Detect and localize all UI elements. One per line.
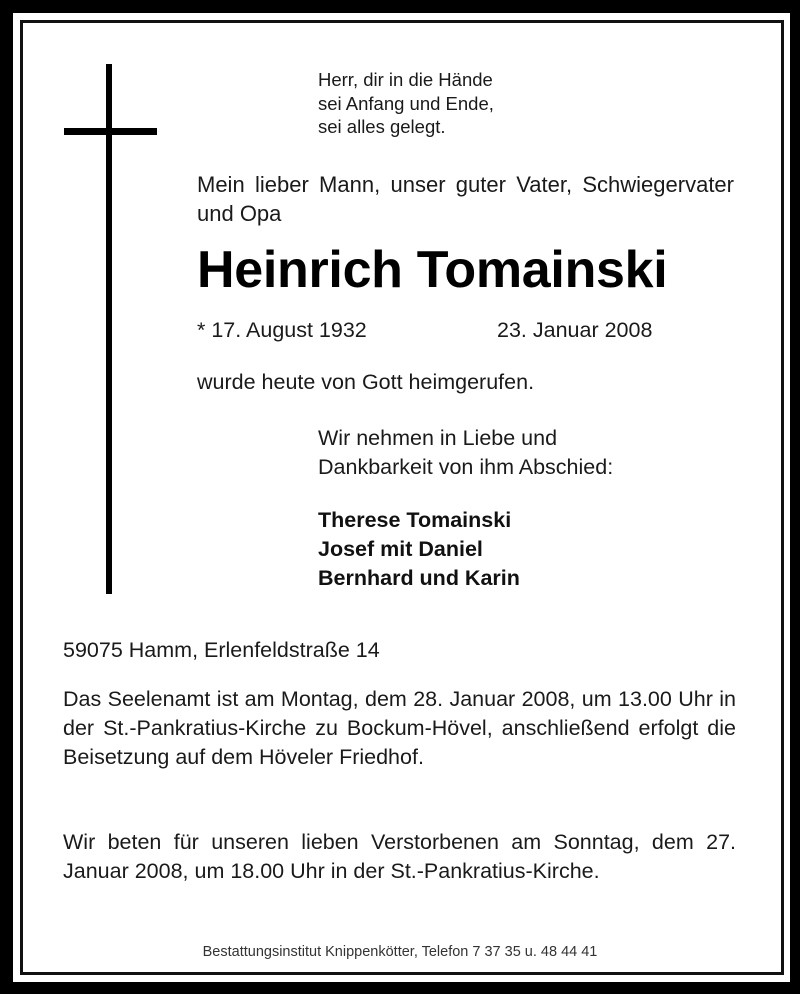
service-paragraph: Das Seelenamt ist am Montag, dem 28. Januar 2008, um 13.00 Uhr in der St.-Pankratius-Kirche zu Bockum-Hövel, anschließend erfolgt die Beisetzung auf dem Höveler Friedhof. — [63, 687, 736, 769]
deceased-name: Heinrich Tomainski — [197, 241, 668, 299]
death-date: 23. Januar 2008 — [497, 318, 653, 342]
psalm-line: sei alles gelegt. — [318, 116, 446, 137]
funeral-home-footer: Bestattungsinstitut Knippenkötter, Telefon 7 37 35 u. 48 44 41 — [202, 944, 598, 960]
mourner: Josef mit Daniel — [318, 537, 483, 561]
cross-icon-bar — [64, 128, 157, 135]
called-home-text: wurde heute von Gott heimgerufen. — [197, 370, 535, 394]
psalm-line: sei Anfang und Ende, — [318, 92, 494, 114]
psalm-line: Herr, dir in die Hände — [318, 69, 493, 90]
farewell-text — [318, 424, 613, 482]
mourner: Therese Tomainski — [318, 508, 512, 532]
prayer-paragraph: Wir beten für unseren lieben Verstorbenen am Sonntag, dem 27. Januar 2008, um 18.00 Uhr in der St.-Pankratius-Kirche. — [63, 830, 736, 883]
birth-date: * 17. August 1932 — [197, 318, 367, 342]
cross-icon — [106, 64, 112, 594]
psalm-verse — [318, 68, 494, 139]
mourners-list — [318, 506, 520, 593]
farewell-line: Wir nehmen in Liebe und — [318, 426, 558, 450]
mourner: Bernhard und Karin — [318, 566, 520, 590]
farewell-line: Dankbarkeit von ihm Abschied: — [318, 455, 614, 479]
family-address: 59075 Hamm, Erlenfeldstraße 14 — [63, 638, 380, 662]
intro-text: Mein lieber Mann, unser guter Vater, Schwiegervater und Opa — [197, 172, 734, 226]
